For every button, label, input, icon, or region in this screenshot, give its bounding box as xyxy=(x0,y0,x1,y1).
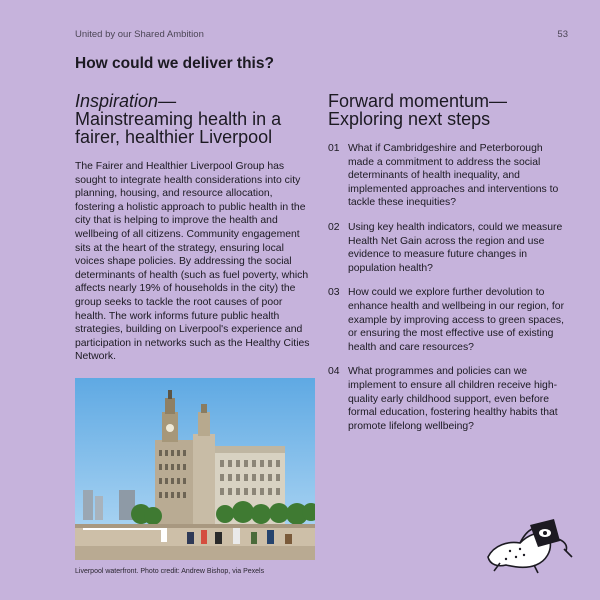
photo-caption: Liverpool waterfront. Photo credit: Andrew Bishop, via Pexels xyxy=(75,568,265,575)
step-number: 02 xyxy=(328,221,340,233)
page-number: 53 xyxy=(557,29,568,40)
step-text: What if Cambridgeshire and Peterborough made a commitment to address the social determinants of health inequality, and implemented approaches and interventions to tackle these inequities? xyxy=(348,143,559,209)
running-title: United by our Shared Ambition xyxy=(75,29,204,40)
step-text: Using key health indicators, could we measure Health Net Gain across the region and use evidence to measure future changes in population health? xyxy=(348,221,563,274)
forward-title-line1: Forward momentum— xyxy=(328,91,508,111)
step-item xyxy=(328,286,568,354)
railing xyxy=(83,528,163,530)
inspiration-heading xyxy=(75,92,315,146)
distant-building xyxy=(95,496,103,520)
waterfront-photo xyxy=(75,378,315,560)
section-title: How could we deliver this? xyxy=(75,55,274,72)
steps-list xyxy=(328,142,568,433)
inspiration-label: Inspiration xyxy=(75,91,159,111)
forward-column xyxy=(328,92,568,444)
inspiration-column xyxy=(75,92,315,364)
step-number: 01 xyxy=(328,143,340,154)
forward-title-line2: Exploring next steps xyxy=(328,109,491,129)
step-item xyxy=(328,365,568,433)
inspiration-body: The Fairer and Healthier Liverpool Group has sought to integrate health considerations into city planning, housing, and resource allocation, fostering a holistic approach to public health in the city that is helping to improve the health and wellbeing of all citizens. Community engagement sits at the heart of the strategy, ensuring local voices shape policies. By addressing the social determinants of health (such as fuel poverty, which affects nearly 19% of households in the city) the group seeks to tackle the root causes of poor health. The work informs future public health strategies, building on Liverpool's experience and participation in networks such as the Healthy Cities Network. xyxy=(75,161,310,363)
inspiration-title: Mainstreaming health in a fairer, healthier Liverpool xyxy=(75,109,282,147)
step-number: 04 xyxy=(328,366,340,378)
inspiration-dash: — xyxy=(158,91,177,111)
step-number: 03 xyxy=(328,287,340,299)
dog-mascot-icon xyxy=(480,505,580,575)
forward-heading xyxy=(328,92,568,128)
step-text: What programmes and policies can we implement to ensure all children receive high-quality early childhood support, even before formal education, fostering healthy habits that promote lifelong wellbeing? xyxy=(348,366,558,432)
step-item xyxy=(328,142,568,210)
distant-building xyxy=(83,490,93,520)
waterfront-illustration xyxy=(75,378,315,560)
mascot-illustration xyxy=(480,505,580,580)
step-text: How could we explore further devolution to enhance health and wellbeing in our region, for example by improving access to green spaces, or ensuring the most effective use of existing health and care resources? xyxy=(348,287,565,353)
step-item xyxy=(328,221,568,275)
